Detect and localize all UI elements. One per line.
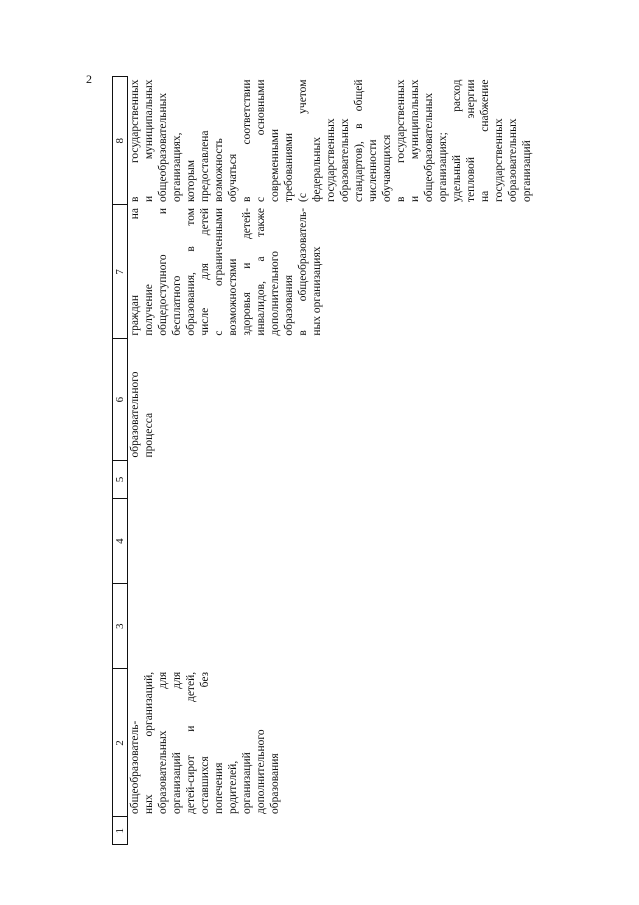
cell-text-line: обучаться xyxy=(227,153,239,202)
column-header-8: 8 xyxy=(113,77,128,205)
cell-text-line: требованиями xyxy=(283,132,295,202)
cell-text-line: с основными xyxy=(255,79,267,202)
cell-text-line: образования, в том xyxy=(185,207,197,336)
cell-text-line: предоставлена xyxy=(199,130,211,202)
cell-col5 xyxy=(128,461,535,499)
cell-text-line: здоровья и детей- xyxy=(241,207,253,336)
cell-text-line: образовательного xyxy=(129,371,141,458)
cell-col1 xyxy=(128,817,535,845)
cell-text-line: возможностями xyxy=(227,258,239,336)
cell-text-line: процесса xyxy=(143,412,155,458)
cell-text-line: инвалидов, а также xyxy=(255,207,267,336)
cell-text-line: общедоступного и xyxy=(157,207,169,336)
cell-text-line: бесплатного xyxy=(171,275,183,336)
column-header-5: 5 xyxy=(113,461,128,499)
table-row xyxy=(128,77,535,845)
rotated-table-wrapper xyxy=(112,76,580,845)
cell-col8 xyxy=(128,77,535,205)
cell-text-line: возможность xyxy=(213,138,225,202)
cell-text-line: в государственных xyxy=(129,79,141,202)
cell-text-line: численности xyxy=(367,139,379,202)
column-header-7: 7 xyxy=(113,205,128,339)
cell-text-line: родителей, xyxy=(227,760,239,814)
page-number: 2 xyxy=(86,72,92,86)
cell-text-line: организаций xyxy=(521,140,533,202)
cell-text-line: на снабжение xyxy=(479,79,491,202)
cell-text-line: образования xyxy=(283,274,295,336)
cell-text-line: современными xyxy=(269,128,281,202)
cell-text-line: общеобразователь- xyxy=(129,720,141,814)
column-header-6: 6 xyxy=(113,339,128,461)
cell-text-line: попечения xyxy=(213,762,225,814)
cell-text-line: государственных xyxy=(325,118,337,202)
column-header-2: 2 xyxy=(113,669,128,817)
cell-col2 xyxy=(128,669,535,817)
cell-text-line: оставшихся без xyxy=(199,671,211,814)
cell-text-line: обучающихся xyxy=(381,134,393,202)
cell-text-line: удельный расход xyxy=(451,79,463,202)
cell-text-line: которым xyxy=(185,159,197,202)
cell-text-line: ных организациях xyxy=(311,246,323,336)
cell-text-line: числе для детей xyxy=(199,207,211,336)
cell-col7 xyxy=(128,205,535,339)
cell-text-line: образования xyxy=(269,753,281,814)
cell-text-line: с ограниченными xyxy=(213,207,225,336)
cell-text-line: организаций xyxy=(241,752,253,814)
cell-text-line: организациях; xyxy=(437,132,449,202)
cell-text-line: организациях, xyxy=(171,132,183,202)
cell-text-line: граждан на xyxy=(129,207,141,336)
cell-text-line: общеобразовательных xyxy=(423,92,435,202)
cell-text-line: стандартов), в общей xyxy=(353,79,365,202)
cell-text-line: государственных xyxy=(493,118,505,202)
cell-text-line: образовательных xyxy=(339,118,351,202)
cell-text-line: и муниципальных xyxy=(409,79,421,202)
data-table xyxy=(112,76,534,845)
cell-text-line: образовательных xyxy=(507,118,519,202)
cell-text-line: организаций для xyxy=(171,671,183,814)
cell-text-line: общеобразовательных xyxy=(157,92,169,202)
column-header-4: 4 xyxy=(113,499,128,584)
cell-text-line: получение xyxy=(143,284,155,336)
cell-text-line: дополнительного xyxy=(255,729,267,814)
cell-text-line: в государственных xyxy=(395,79,407,202)
cell-text-line: (с учетом xyxy=(297,79,309,202)
cell-text-line: ных организаций, xyxy=(143,671,155,814)
cell-text-line: в соответствии xyxy=(241,79,253,202)
cell-text-line: детей-сирот и детей, xyxy=(185,671,197,814)
cell-text-line: образовательных для xyxy=(157,671,169,814)
cell-text-line: тепловой энергии xyxy=(465,79,477,202)
cell-text-line: дополнительного xyxy=(269,251,281,336)
cell-text-line: и муниципальных xyxy=(143,79,155,202)
cell-col6 xyxy=(128,339,535,461)
table-header-row xyxy=(113,77,128,845)
cell-col4 xyxy=(128,499,535,584)
column-header-3: 3 xyxy=(113,584,128,669)
column-header-1: 1 xyxy=(113,817,128,845)
cell-col3 xyxy=(128,584,535,669)
cell-text-line: в общеобразователь- xyxy=(297,207,309,336)
cell-text-line: федеральных xyxy=(311,137,323,202)
